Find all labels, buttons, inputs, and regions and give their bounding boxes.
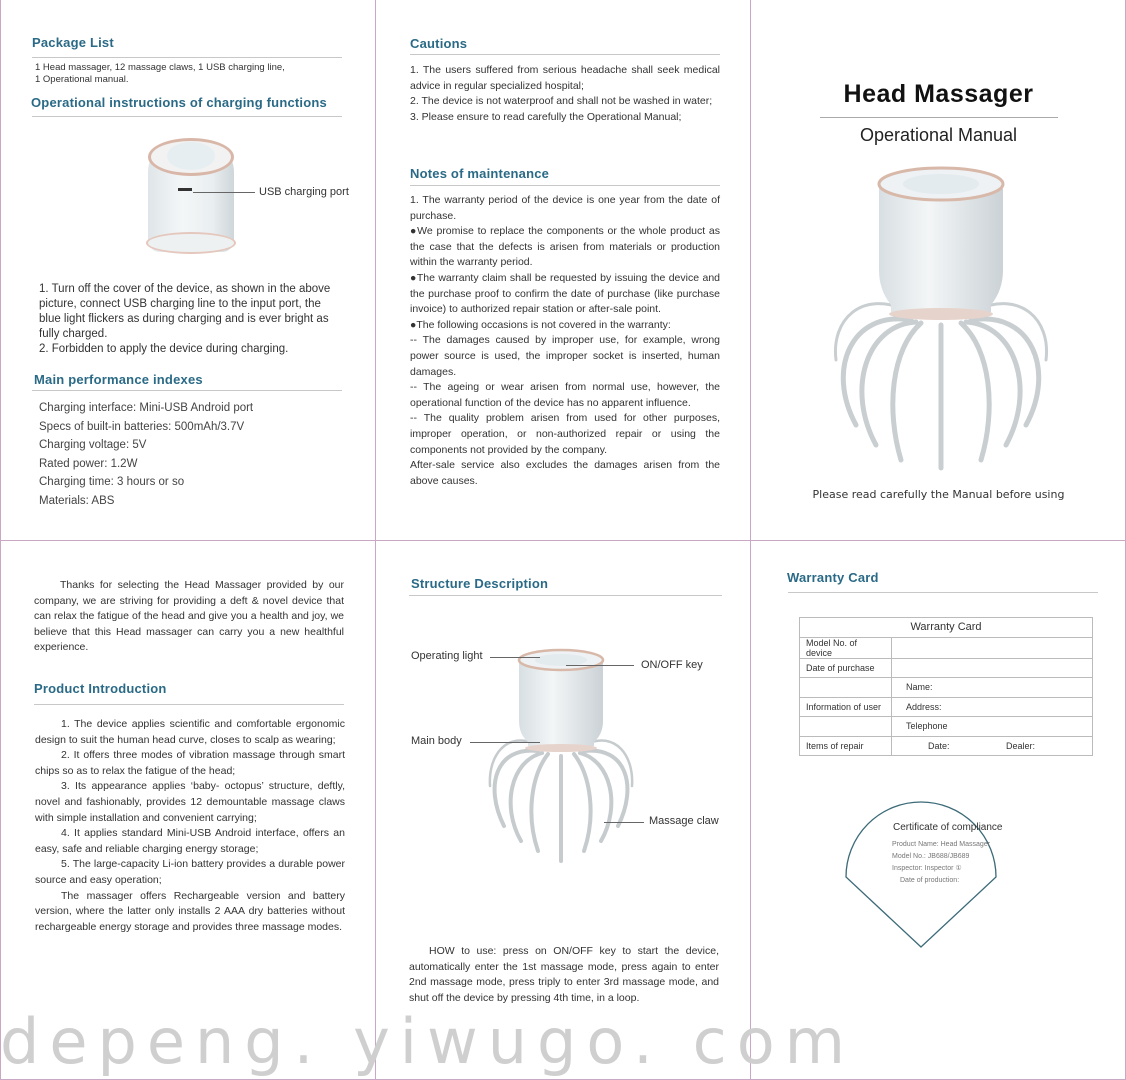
model-no-label: Model No. of device [800, 637, 892, 658]
divider [788, 592, 1098, 593]
leader-line [470, 742, 540, 743]
charging-steps [39, 282, 341, 357]
panel-cautions-maintenance [376, 0, 751, 541]
product-point: The massager offers Rechargeable version and battery version, where the latter only installs 2 AAA dry batteries without rechargeable energy storage and provides three massage modes. [35, 889, 345, 933]
panel-introduction [0, 541, 376, 1080]
maintenance-item: ●We promise to replace the components or the whole product as the case that the defects is arisen from materials or production within the warranty period. [410, 225, 720, 269]
model-no-field[interactable] [892, 637, 1093, 658]
product-point: 2. It offers three modes of vibration massage through smart chips so as to relax the fatigue of the head; [35, 749, 345, 777]
divider [409, 595, 722, 596]
massage-claw-label: Massage claw [649, 815, 719, 827]
leader-line [490, 657, 540, 658]
structure-diagram-image [486, 646, 636, 871]
massage-claws [835, 304, 1046, 468]
divider [410, 185, 720, 186]
cautions-heading: Cautions [410, 36, 468, 51]
charging-instructions-heading: Operational instructions of charging functions [31, 95, 327, 110]
certificate-model-no: Model No.: JB688/JB689 [892, 853, 970, 860]
maintenance-item: ●The following occasions is not covered in the warranty: [410, 318, 671, 331]
package-contents [35, 62, 285, 86]
on-off-key-label: ON/OFF key [641, 659, 703, 671]
repair-date-dealer-field[interactable] [892, 736, 1093, 756]
divider [32, 116, 342, 117]
certificate-product-name: Product Name: Head Massager [892, 841, 991, 848]
date-of-purchase-label: Date of purchase [800, 658, 892, 678]
panel-structure [376, 541, 751, 1080]
product-introduction-heading: Product Introduction [34, 681, 167, 696]
package-list-heading: Package List [32, 35, 114, 50]
massage-claws [490, 740, 632, 861]
certificate-date-of-production: Date of production: [900, 877, 960, 884]
product-point: 1. The device applies scientific and comfortable ergonomic design to suit the human head curve, closes to scalp as wearing; [35, 718, 345, 746]
items-of-repair-label: Items of repair [800, 736, 892, 756]
panel-warranty [751, 541, 1126, 1080]
panel-package-charging [0, 0, 376, 541]
certificate-title: Certificate of compliance [893, 822, 1003, 833]
usb-leader-line [193, 192, 255, 193]
warranty-card-table [799, 617, 1093, 756]
warranty-table-title: Warranty Card [800, 618, 1093, 638]
power-button-icon [167, 142, 215, 170]
warranty-card-heading: Warranty Card [787, 570, 879, 585]
cover-subtitle: Operational Manual [859, 125, 1018, 145]
divider [32, 57, 342, 58]
maintenance-heading: Notes of maintenance [410, 166, 550, 181]
device-base [146, 232, 236, 254]
maintenance-list [410, 193, 720, 489]
watermark-text: depeng. yiwugo. com [0, 1005, 856, 1078]
title-divider [820, 117, 1058, 118]
information-of-user-label: Information of user [800, 697, 892, 717]
intro-text: Thanks for selecting the Head Massager provided by our company, we are striving for providing a deft & novel device that can relax the fatigue of the head and give you a health and joy, we believe that this Head massager can carry you a new healthful experience. [34, 579, 344, 654]
telephone-field[interactable]: Telephone [892, 717, 1093, 737]
date-of-purchase-field[interactable] [892, 658, 1093, 678]
cautions-list [410, 63, 720, 125]
address-field[interactable]: Address: [892, 697, 1093, 717]
certificate-details [892, 839, 990, 887]
spec-item: Specs of built-in batteries: 500mAh/3.7V [39, 420, 245, 433]
spec-item: Charging time: 3 hours or so [39, 476, 185, 488]
structure-heading: Structure Description [411, 576, 549, 591]
usb-charging-port-label: USB charging port [259, 186, 349, 198]
maintenance-item: ●The warranty claim shall be requested by issuing the device and the purchase proof to confirm the date of purchase (like purchase invoice) to authorized repair station or after-sale point. [410, 271, 720, 316]
divider [410, 54, 720, 55]
empty-cell [800, 678, 892, 698]
main-body-label: Main body [411, 735, 462, 747]
cover-title: Head Massager [843, 80, 1034, 108]
how-to-use [409, 944, 719, 1006]
spec-item: Charging voltage: 5V [39, 439, 147, 451]
package-line: 1 Operational manual. [35, 74, 129, 85]
empty-cell [800, 717, 892, 737]
maintenance-item: -- The quality problem arisen from used for other purposes, improper operation, or non-authorized repair or using the components not provided by the company. [410, 412, 720, 456]
product-points [35, 717, 345, 935]
date-label: Date: [928, 740, 950, 751]
base-ring [889, 308, 993, 320]
product-point: 4. It applies standard Mini-USB Android interface, offers an easy, safe and reliable charging energy storage; [35, 827, 345, 855]
caution-item: 2. The device is not waterproof and shall not be washed in water; [410, 95, 713, 108]
intro-paragraph [34, 578, 344, 656]
caution-item: 1. The users suffered from serious headache shall seek medical advice in regular specialized hospital; [410, 64, 720, 92]
maintenance-item: After-sale service also excludes the damages arisen from the above causes. [410, 459, 720, 487]
divider [34, 704, 344, 705]
certificate-inspector: Inspector: Inspector ① [892, 865, 962, 872]
spec-item: Materials: ABS [39, 494, 115, 507]
performance-heading: Main performance indexes [34, 372, 203, 387]
divider [32, 390, 342, 391]
leader-line [604, 822, 644, 823]
caution-item: 3. Please ensure to read carefully the Operational Manual; [410, 110, 682, 123]
maintenance-item: 1. The warranty period of the device is one year from the date of purchase. [410, 194, 720, 222]
package-line: 1 Head massager, 12 massage claws, 1 USB charging line, [35, 62, 285, 73]
usb-port-icon [178, 188, 192, 191]
operating-light-label: Operating light [411, 650, 483, 662]
how-to-use-text: HOW to use: press on ON/OFF key to start the device, automatically enter the 1st massage mode, press again to enter 2nd massage mode, press triply to enter 3rd massage mode, and shut off the device by pressing 4th time, in a loop. [409, 945, 719, 1004]
device-top-image [141, 130, 241, 260]
on-off-key-icon [903, 174, 979, 194]
charging-step: 2. Forbidden to apply the device during charging. [39, 343, 289, 355]
dealer-label: Dealer: [1006, 740, 1036, 751]
panel-cover [751, 0, 1126, 541]
spec-list [39, 399, 253, 510]
base-ring [525, 744, 597, 752]
name-field[interactable]: Name: [892, 678, 1093, 698]
spec-item: Rated power: 1.2W [39, 457, 138, 470]
product-point: 5. The large-capacity Li-ion battery provides a durable power source and easy operation; [35, 858, 345, 886]
head-massager-image [831, 160, 1051, 480]
cover-footer-note: Please read carefully the Manual before using [812, 488, 1065, 501]
spec-item: Charging interface: Mini-USB Android port [39, 402, 254, 414]
product-point: 3. Its appearance applies ‘baby- octopus’ structure, deftly, novel and fashionably, provides 12 demountable massage claws with simple installation and convenient carrying; [35, 780, 345, 824]
maintenance-item: -- The damages caused by improper use, for example, wrong power source is used, the improper socket is inserted, human damages. [410, 334, 720, 378]
leader-line [566, 665, 634, 666]
maintenance-item: -- The ageing or wear arisen from normal use, however, the operational function of the device has no apparent influence. [410, 381, 720, 409]
charging-step: 1. Turn off the cover of the device, as shown in the above picture, connect USB charging line to the input port, the blue light flickers as during charging and is ever bright as fully charged. [39, 283, 331, 340]
